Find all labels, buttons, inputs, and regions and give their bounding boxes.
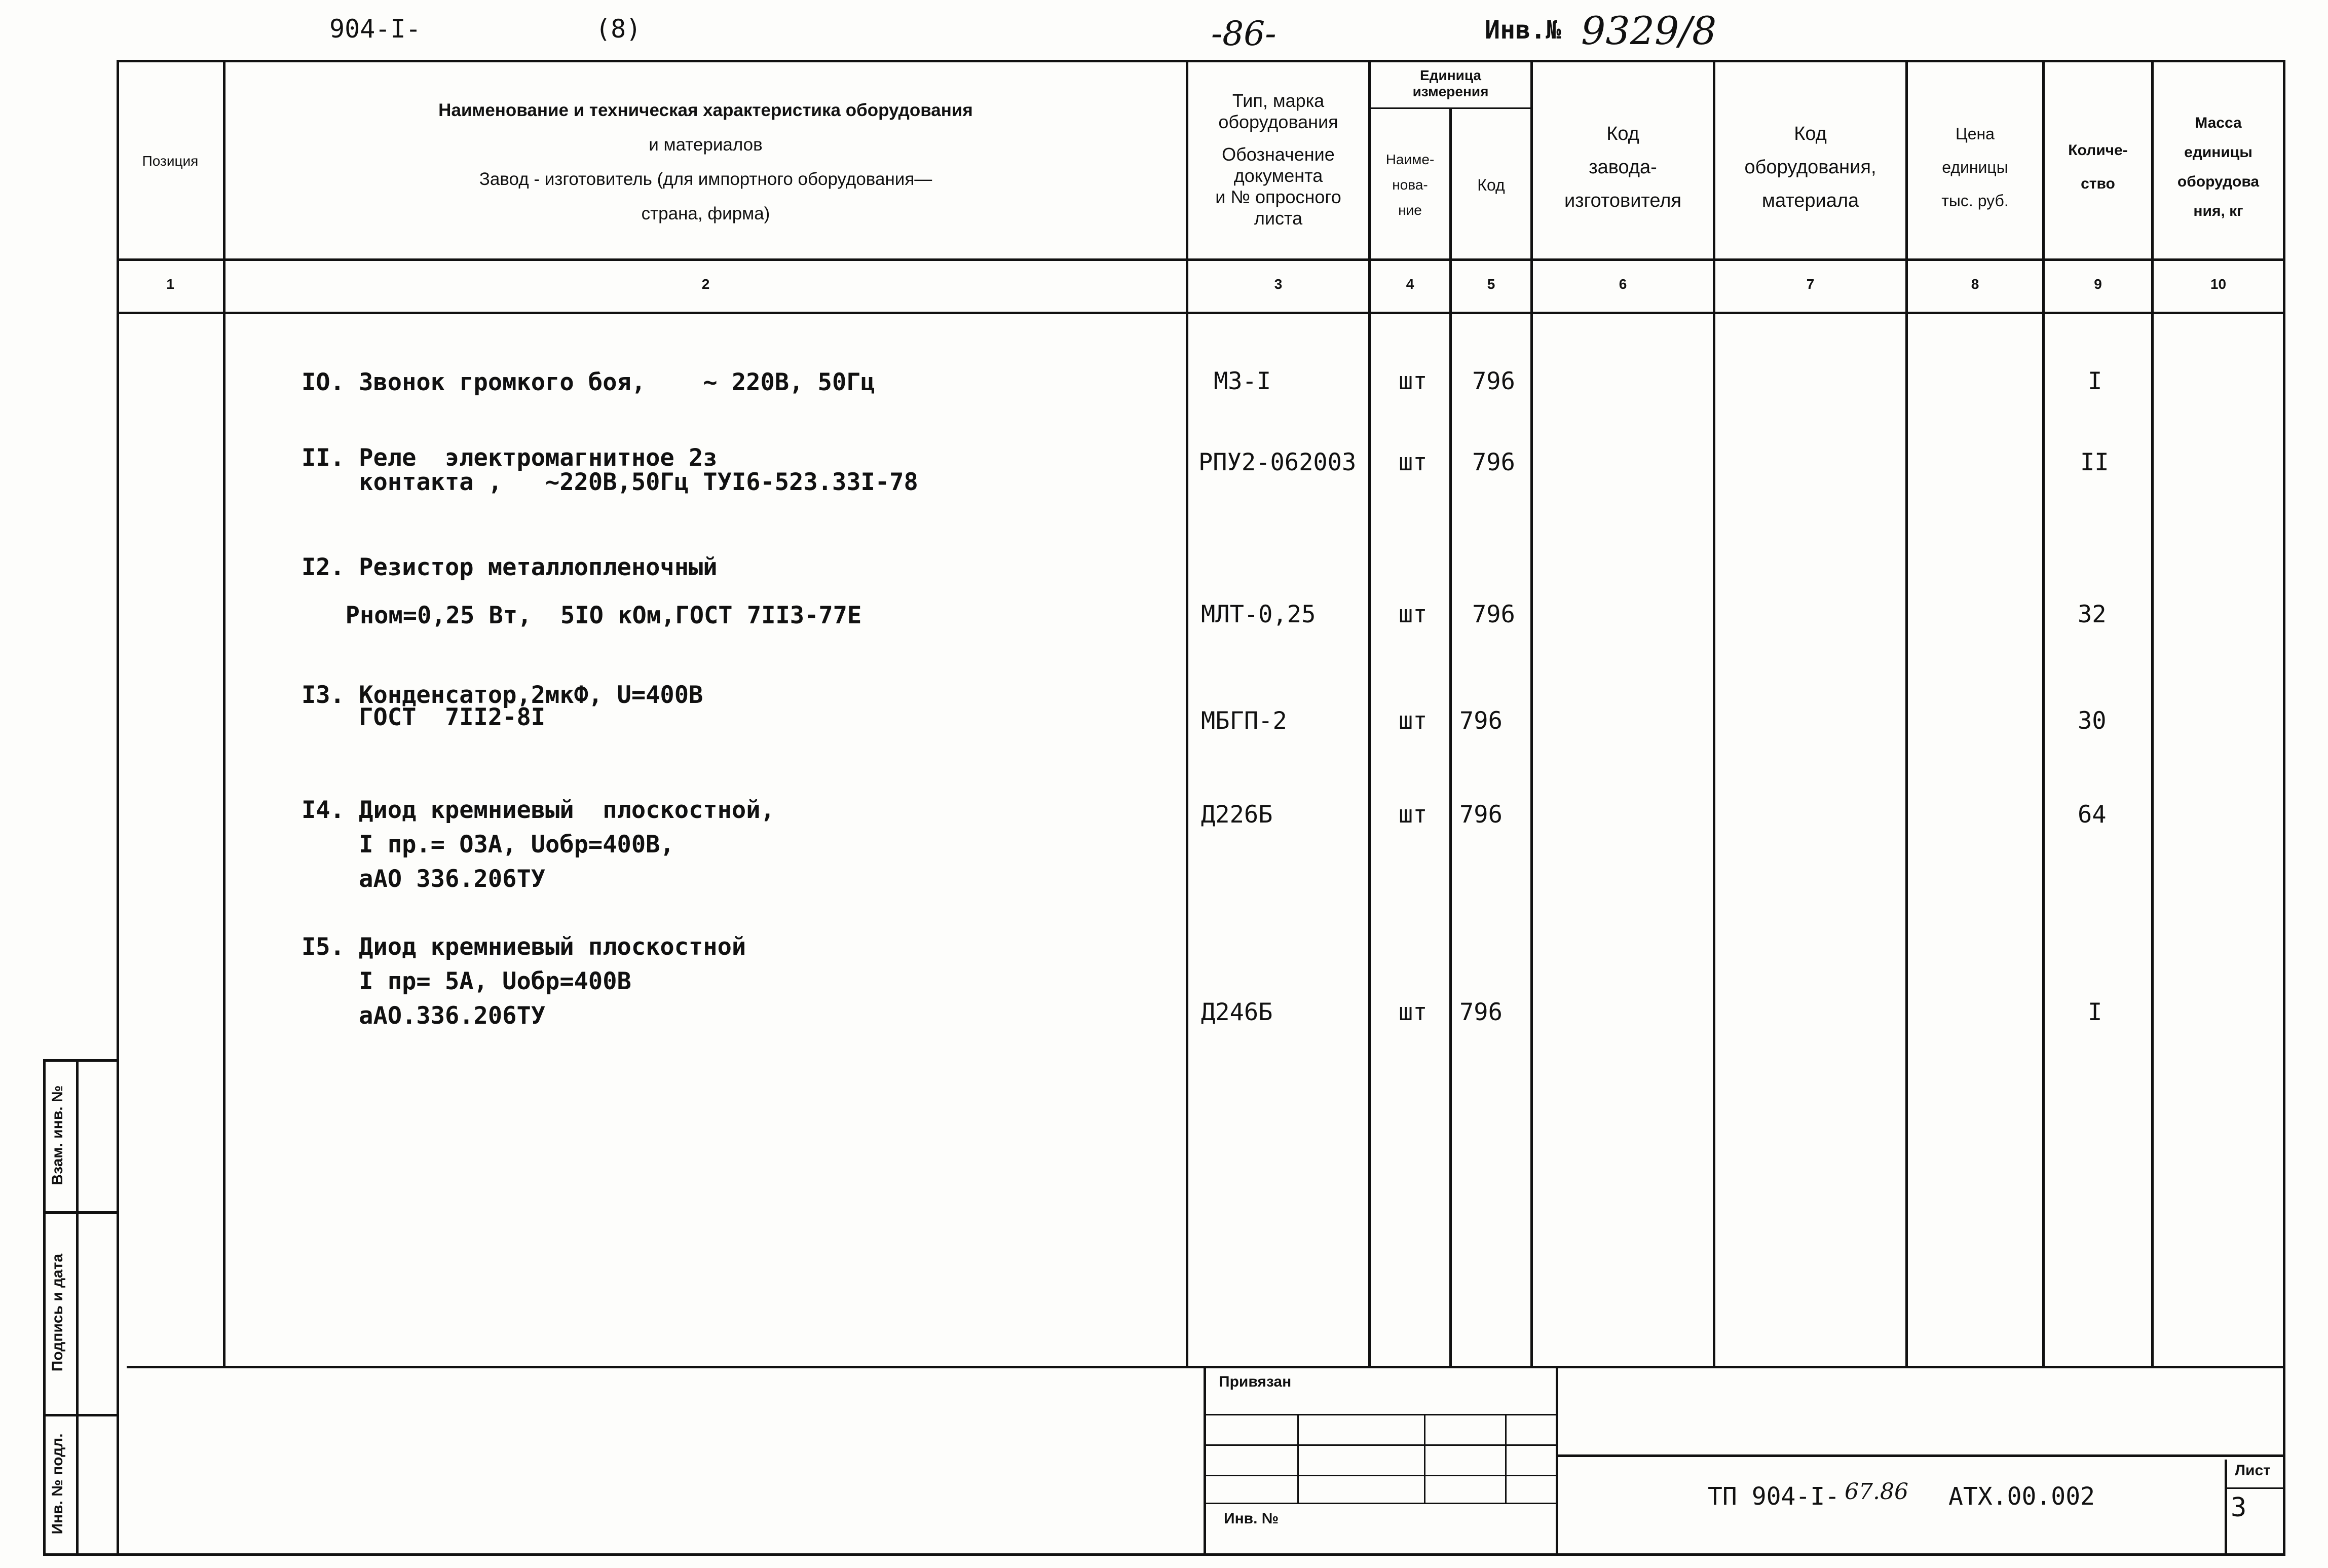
- row-13-type: МБГП-2: [1201, 707, 1287, 735]
- row-10-description: IO. Звонок громкого боя, ~ 220В, 50Гц: [302, 368, 875, 396]
- col-header-9: Количе- ство: [2068, 142, 2128, 192]
- row-15-description: I5. Диод кремниевый плоскостной I пр= 5А, Uобр=400В аАО.336.206ТУ: [302, 933, 746, 1030]
- sheet-index: (8): [595, 14, 642, 44]
- col-divider-1: [223, 60, 226, 1366]
- row-12-code: 796: [1472, 601, 1515, 628]
- binding-grid-vline-2: [1424, 1414, 1425, 1503]
- col-divider-8: [2042, 60, 2045, 1366]
- right-border: [2283, 60, 2285, 1556]
- row-12-type: МЛТ-0,25: [1201, 601, 1316, 628]
- row-10-unit: шт: [1399, 367, 1428, 395]
- side-stamp-inner-border: [76, 1059, 79, 1556]
- sheet-cell-divider: [2225, 1487, 2285, 1489]
- inventory-number: 9329/8: [1581, 8, 1717, 53]
- row-12-unit: шт: [1399, 601, 1428, 628]
- binding-grid-line-4: [1206, 1503, 1556, 1504]
- sheet-label: Лист: [2235, 1462, 2271, 1479]
- col-header-2: Наименование и техническая характеристика оборудования и материалов Завод - изготовитель (для импортного оборудования— страна, фирма): [438, 100, 973, 223]
- col-header-4: Наиме- нова- ние: [1385, 152, 1435, 218]
- title-block-divider: [1556, 1454, 2285, 1457]
- col-number-1: 1: [166, 276, 174, 292]
- document-code-suffix: АТХ.00.002: [1948, 1482, 2095, 1511]
- document-code-prefix: ТП 904-I-: [1708, 1482, 1840, 1511]
- table-top-border: [117, 60, 2285, 62]
- col-number-3: 3: [1274, 276, 1283, 292]
- col-divider-7: [1905, 60, 1908, 1366]
- row-11-quantity: II: [2080, 449, 2109, 476]
- col-header-10: Масса единицы оборудова ния, кг: [2177, 115, 2260, 219]
- row-11-description: II. Реле электромагнитное 2з контакта , ~220В,50Гц ТУI6-523.33I-78: [302, 444, 918, 496]
- col-divider-4: [1449, 107, 1452, 1366]
- side-stamp-replaced-inv: Взам. инв. №: [49, 1085, 66, 1185]
- inventory-label: Инв.№: [1485, 15, 1561, 45]
- row-10-code: 796: [1472, 367, 1515, 395]
- sheet-cell-border: [2225, 1460, 2227, 1553]
- sheet-number: 3: [2231, 1492, 2247, 1523]
- page-bottom-border: [43, 1553, 2285, 1556]
- side-stamp-line-3: [43, 1414, 119, 1416]
- row-13-code: 796: [1459, 707, 1503, 735]
- col-header-5: Код: [1477, 175, 1505, 194]
- page-number: -86-: [1211, 14, 1276, 53]
- side-stamp-original-inv: Инв. № подл.: [49, 1433, 66, 1535]
- col-header-8: Цена единицы тыс. руб.: [1941, 125, 2009, 210]
- side-stamp-signature-date: Подпись и дата: [49, 1253, 66, 1372]
- header-bottom-line: [117, 258, 2285, 261]
- col-number-4: 4: [1406, 276, 1414, 292]
- col-divider-5: [1530, 60, 1533, 1366]
- binding-grid-vline-1: [1297, 1414, 1299, 1503]
- unit-group-header: Единица измерения: [1412, 67, 1489, 99]
- privyazan-label: Привязан: [1219, 1373, 1292, 1390]
- col-divider-9: [2151, 60, 2154, 1366]
- inv-no-label: Инв. №: [1224, 1510, 1279, 1527]
- row-13-description: I3. Конденсатор,2мкФ, U=400В ГОСТ 7II2-8I: [302, 681, 703, 731]
- col-number-9: 9: [2094, 276, 2102, 292]
- row-14-code: 796: [1459, 801, 1503, 829]
- row-10-quantity: I: [2088, 367, 2102, 395]
- col-number-10: 10: [2210, 276, 2227, 292]
- row-14-quantity: 64: [2078, 801, 2107, 829]
- row-15-type: Д246Б: [1201, 998, 1273, 1026]
- row-14-type: Д226Б: [1201, 801, 1273, 829]
- row-15-code: 796: [1459, 998, 1503, 1026]
- col-header-3: Тип, марка оборудования Обозначение документа и № опросного листа: [1215, 90, 1341, 229]
- row-15-unit: шт: [1399, 998, 1428, 1026]
- title-block-main-border: [1556, 1366, 1558, 1553]
- col-divider-2: [1186, 60, 1188, 1366]
- title-block-left-border: [1204, 1366, 1206, 1553]
- col-number-2: 2: [701, 276, 710, 292]
- table-bottom-line: [127, 1366, 2285, 1368]
- row-14-description: I4. Диод кремниевый плоскостной, I пр.= О3А, Uобр=400В, аАО 336.206ТУ: [302, 796, 775, 893]
- row-13-unit: шт: [1399, 707, 1428, 735]
- col-header-7: Код оборудования, материала: [1744, 123, 1876, 211]
- row-12-quantity: 32: [2078, 601, 2107, 628]
- col-number-8: 8: [1971, 276, 1979, 292]
- binding-grid-line-2: [1206, 1444, 1556, 1446]
- row-11-code: 796: [1472, 449, 1515, 476]
- binding-grid-line-1: [1206, 1414, 1556, 1415]
- row-10-type: МЗ-I: [1214, 367, 1271, 395]
- col-number-5: 5: [1487, 276, 1495, 292]
- col-header-1: Позиция: [142, 153, 199, 169]
- row-14-unit: шт: [1399, 801, 1428, 829]
- row-11-unit: шт: [1399, 449, 1428, 476]
- binding-grid-vline-3: [1505, 1414, 1507, 1503]
- document-code-handwritten: 67.86: [1845, 1479, 1908, 1505]
- row-12-description: Рном=0,25 Вт, 5IO кОм,ГОСТ 7II3-77Е: [317, 602, 862, 629]
- side-stamp-left-border: [43, 1059, 46, 1556]
- row-15-quantity: I: [2088, 998, 2102, 1026]
- binding-grid-line-3: [1206, 1475, 1556, 1476]
- col-number-6: 6: [1619, 276, 1627, 292]
- row-13-quantity: 30: [2078, 707, 2107, 735]
- col-number-7: 7: [1806, 276, 1815, 292]
- number-row-bottom-line: [117, 312, 2285, 314]
- col-header-6: Код завода- изготовителя: [1564, 123, 1682, 211]
- row-12-heading: I2. Резистор металлопленочный: [302, 553, 718, 581]
- series-code: 904-I-: [329, 14, 421, 44]
- col-divider-6: [1713, 60, 1715, 1366]
- row-11-type: РПУ2-062003: [1198, 449, 1357, 476]
